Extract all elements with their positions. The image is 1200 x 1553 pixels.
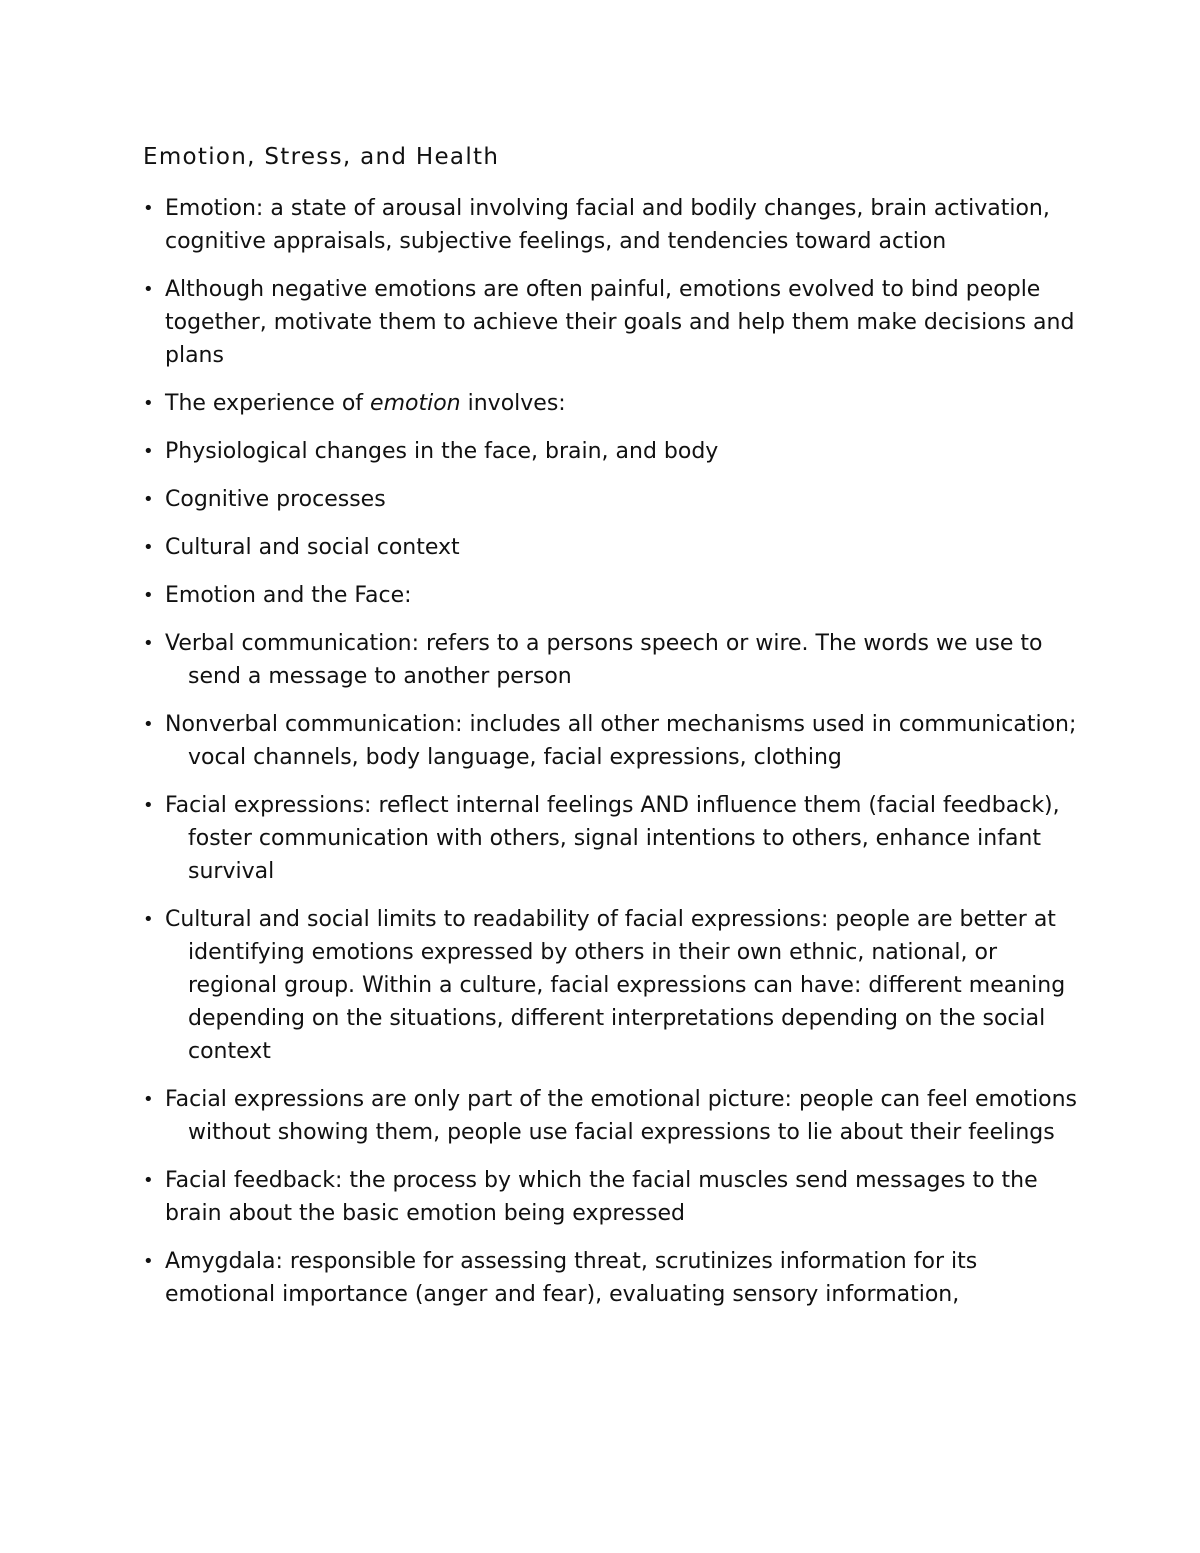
list-item (143, 1245, 1083, 1311)
list-item-text-post: involves: (460, 391, 566, 416)
list-item-text: Cultural and social context (165, 535, 460, 560)
list-item-text: Emotion and the Face: (165, 583, 412, 608)
list-item (143, 1164, 1083, 1230)
bullet-icon: • (143, 1089, 154, 1110)
list-item-text: Facial expressions: reflect internal feelings AND influence them (facial feedback), foster communication with others, signal intentions to others, enhance infant survival (165, 793, 1060, 884)
list-item-text: Nonverbal communication: includes all other mechanisms used in communication; vocal channels, body language, facial expressions, clothing (165, 712, 1077, 770)
bullet-icon: • (143, 1251, 154, 1272)
bullet-icon: • (143, 441, 154, 462)
list-item-text: Facial expressions are only part of the emotional picture: people can feel emotions without showing them, people use facial expressions to lie about their feelings (165, 1087, 1077, 1145)
list-item-text: Although negative emotions are often painful, emotions evolved to bind people together, motivate them to achieve their goals and help them make decisions and plans (165, 277, 1075, 368)
list-item (143, 531, 1083, 564)
list-item (143, 483, 1083, 516)
list-item (143, 627, 1083, 693)
bullet-icon: • (143, 1170, 154, 1191)
list-item (143, 192, 1083, 258)
document-title: Emotion, Stress, and Health (143, 144, 500, 170)
list-item (143, 387, 1083, 420)
list-item (143, 903, 1083, 1068)
bullet-icon: • (143, 714, 154, 735)
list-item-text: Emotion: a state of arousal involving facial and bodily changes, brain activation, cognitive appraisals, subjective feelings, and tendencies toward action (165, 196, 1050, 254)
list-item (143, 273, 1083, 372)
bullet-icon: • (143, 198, 154, 219)
bullet-icon: • (143, 585, 154, 606)
bullet-icon: • (143, 279, 154, 300)
list-item-text: Cultural and social limits to readability of facial expressions: people are better at identifying emotions expressed by others in their own ethnic, national, or regional group. Within a culture, facial expressions can have: different meaning depending on the situations, different interpretations depending on the social context (165, 907, 1066, 1064)
list-item-text: Verbal communication: refers to a persons speech or wire. The words we use to send a message to another person (165, 631, 1043, 689)
list-item (143, 579, 1083, 612)
list-item-text: Amygdala: responsible for assessing threat, scrutinizes information for its emotional importance (anger and fear), evaluating sensory information, (165, 1249, 978, 1307)
bullet-list (143, 192, 1083, 1326)
list-item-text: Physiological changes in the face, brain, and body (165, 439, 719, 464)
bullet-icon: • (143, 633, 154, 654)
list-item-text: Cognitive processes (165, 487, 386, 512)
list-item-text (165, 387, 1083, 420)
bullet-icon: • (143, 795, 154, 816)
bullet-icon: • (143, 393, 154, 414)
bullet-icon: • (143, 537, 154, 558)
list-item-text-italic: emotion (370, 391, 461, 416)
list-item (143, 1083, 1083, 1149)
bullet-icon: • (143, 489, 154, 510)
list-item (143, 789, 1083, 888)
bullet-icon: • (143, 909, 154, 930)
list-item (143, 435, 1083, 468)
list-item-text-pre: The experience of (165, 391, 371, 416)
list-item (143, 708, 1083, 774)
list-item-text: Facial feedback: the process by which the facial muscles send messages to the brain about the basic emotion being expressed (165, 1168, 1038, 1226)
